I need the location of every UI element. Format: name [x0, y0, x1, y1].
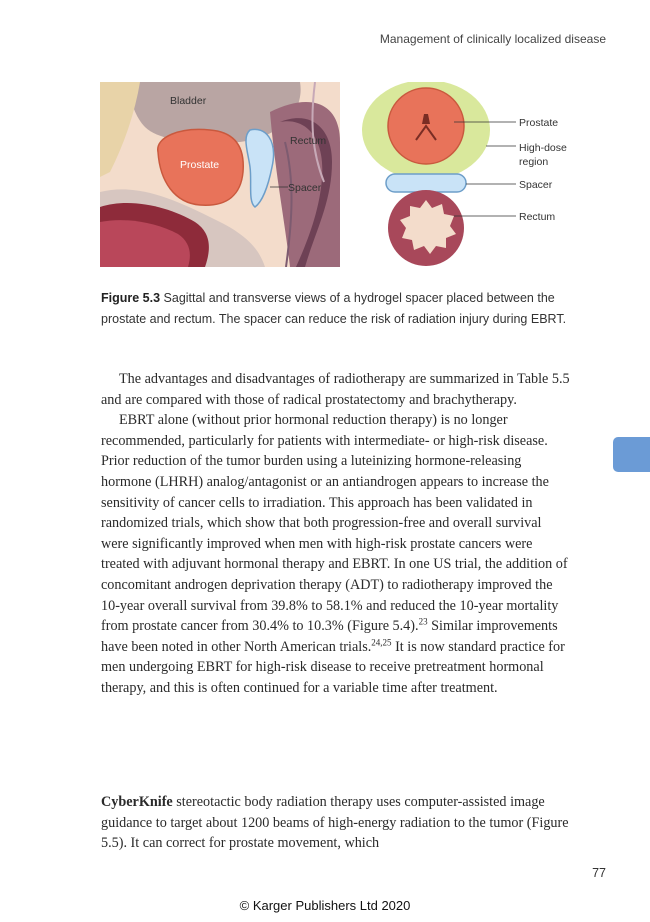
- caption-text: Sagittal and transverse views of a hydrogel spacer placed between the prostate and rectum. The spacer can reduce the risk of radiation injury during EBRT.: [101, 291, 567, 326]
- label-spacer-sagittal: Spacer: [288, 182, 322, 194]
- running-head: Management of clinically localized disease: [379, 32, 606, 46]
- reference-24-25: 24,25: [371, 636, 392, 647]
- label-prostate-sagittal: Prostate: [180, 159, 220, 171]
- label-rectum-sagittal: Rectum: [290, 135, 327, 147]
- paragraph-3: [101, 792, 571, 854]
- figure-caption: [101, 288, 571, 329]
- figure-5-3: [100, 82, 580, 267]
- caption-number: Figure 5.3: [101, 291, 161, 305]
- body-text: [101, 369, 571, 699]
- label-high-dose-line2: region: [519, 156, 549, 168]
- transverse-view-illustration: [358, 82, 580, 267]
- paragraph-3-text: stereotactic body radiation therapy uses computer-assisted image guidance to target about 1200 beams of high-energy radiation to the tumor (Figure 5.5). It can correct for prostate movement, which: [101, 794, 569, 852]
- label-high-dose-line1: High-dose: [519, 142, 567, 154]
- label-spacer-transverse: Spacer: [519, 179, 553, 191]
- copyright-notice: © Karger Publishers Ltd 2020: [239, 898, 411, 913]
- cyberknife-term: CyberKnife: [101, 794, 173, 810]
- label-rectum-transverse: Rectum: [519, 211, 556, 223]
- sagittal-view-illustration: [100, 82, 340, 267]
- paragraph-2-end: It is now standard practice for men undergoing EBRT for high-risk disease to receive pretreatment hormonal therapy, and this is often continued for a variable time after treatment.: [101, 638, 565, 696]
- label-bladder: Bladder: [170, 95, 207, 107]
- reference-23: 23: [418, 616, 428, 627]
- label-prostate-transverse: Prostate: [519, 117, 559, 129]
- paragraph-2-mid: Similar improvements have been noted in other North American trials.: [101, 618, 558, 655]
- paragraph-1: The advantages and disadvantages of radiotherapy are summarized in Table 5.5 and are compared with those of radical prostatectomy and brachytherapy.: [101, 371, 570, 408]
- paragraph-2: [101, 410, 571, 698]
- page-number: 77: [592, 866, 606, 880]
- paragraph-2-main: EBRT alone (without prior hormonal reduction therapy) is no longer recommended, particularly for patients with intermediate- or high-risk disease. Prior reduction of the tumor burden using a luteinizing hormone-releasing hormone (LHRH) analog/antagonist or an antiandrogen appears to increase the sensitivity of cancer cells to irradiation. This approach has been validated in randomized trials, which show that both progression-free and overall survival were significantly improved when men with high-risk prostate cancers were treated with adjuvant hormonal therapy and EBRT. In one US trial, the addition of concomitant androgen deprivation therapy (ADT) to radiotherapy improved the 10-year overall survival from 39.8% to 58.1% and reduced the 10-year mortality from prostate cancer from 30.4% to 10.3% (Figure 5.4).: [101, 412, 568, 635]
- chapter-side-tab: [613, 437, 650, 472]
